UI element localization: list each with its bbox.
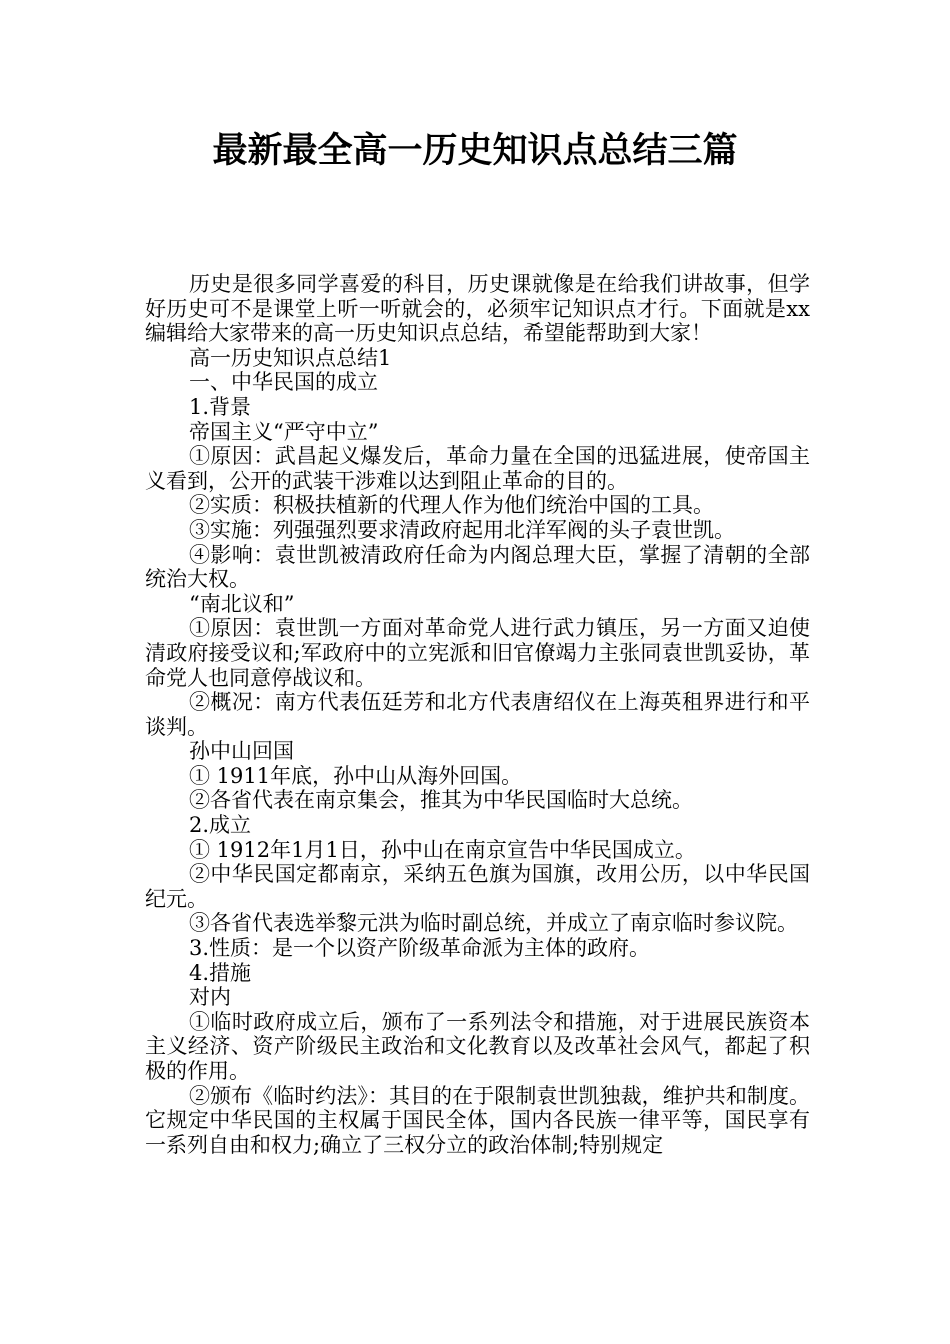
paragraph: ①临时政府成立后，颁布了一系列法令和措施，对于进展民族资本主义经济、资产阶级民主政治和文化教育以及改革社会风气，都起了积极的作用。 [145,1009,810,1083]
chapter-heading: 一、中华民国的成立 [189,370,378,395]
topic-heading: 帝国主义“严守中立” [189,419,379,444]
document-body [145,272,810,1157]
paragraph: ②颁布《临时约法》：其目的在于限制袁世凯独裁，维护共和制度。它规定中华民国的主权属于国民全体，国内各民族一律平等，国民享有一系列自由和权力;确立了三权分立的政治体制;特别规定 [145,1083,810,1157]
subheading: 2.成立 [189,813,252,838]
subheading: 3.性质：是一个以资产阶级革命派为主体的政府。 [189,936,651,961]
paragraph: ① 1911年底，孙中山从海外回国。 [189,763,523,788]
paragraph: ②实质：积极扶植新的代理人作为他们统治中国的工具。 [189,493,714,518]
paragraph: ①原因：武昌起义爆发后，革命力量在全国的迅猛进展，使帝国主义看到，公开的武装干涉难以达到阻止革命的目的。 [145,444,810,493]
paragraph: ③各省代表选举黎元洪为临时副总统，并成立了南京临时参议院。 [189,911,798,936]
subheading: 4.措施 [189,960,252,985]
topic-heading: 对内 [189,985,231,1010]
topic-heading: “南北议和” [189,591,295,616]
section-heading: 高一历史知识点总结1 [189,345,392,370]
document-title: 最新最全高一历史知识点总结三篇 [212,131,738,171]
topic-heading: 孙中山回国 [189,739,294,764]
paragraph: ②概况：南方代表伍廷芳和北方代表唐绍仪在上海英租界进行和平谈判。 [145,690,810,739]
paragraph: ① 1912年1月1日，孙中山在南京宣告中华民国成立。 [189,837,696,862]
paragraph: ③实施：列强强烈要求清政府起用北洋军阀的头子袁世凯。 [189,517,735,542]
paragraph: ②各省代表在南京集会，推其为中华民国临时大总统。 [189,788,693,813]
paragraph-intro: 历史是很多同学喜爱的科目，历史课就像是在给我们讲故事，但学好历史可不是课堂上听一听就会的，必须牢记知识点才行。下面就是xx编辑给大家带来的高一历史知识点总结，希望能帮助到大家！ [145,272,810,346]
paragraph: ①原因：袁世凯一方面对革命党人进行武力镇压，另一方面又迫使清政府接受议和;军政府中的立宪派和旧官僚竭力主张同袁世凯妥协，革命党人也同意停战议和。 [145,616,810,690]
paragraph: ④影响：袁世凯被清政府任命为内阁总理大臣，掌握了清朝的全部统治大权。 [145,542,810,592]
paragraph: ②中华民国定都南京，采纳五色旗为国旗，改用公历，以中华民国纪元。 [145,862,810,911]
subheading: 1.背景 [189,394,252,419]
